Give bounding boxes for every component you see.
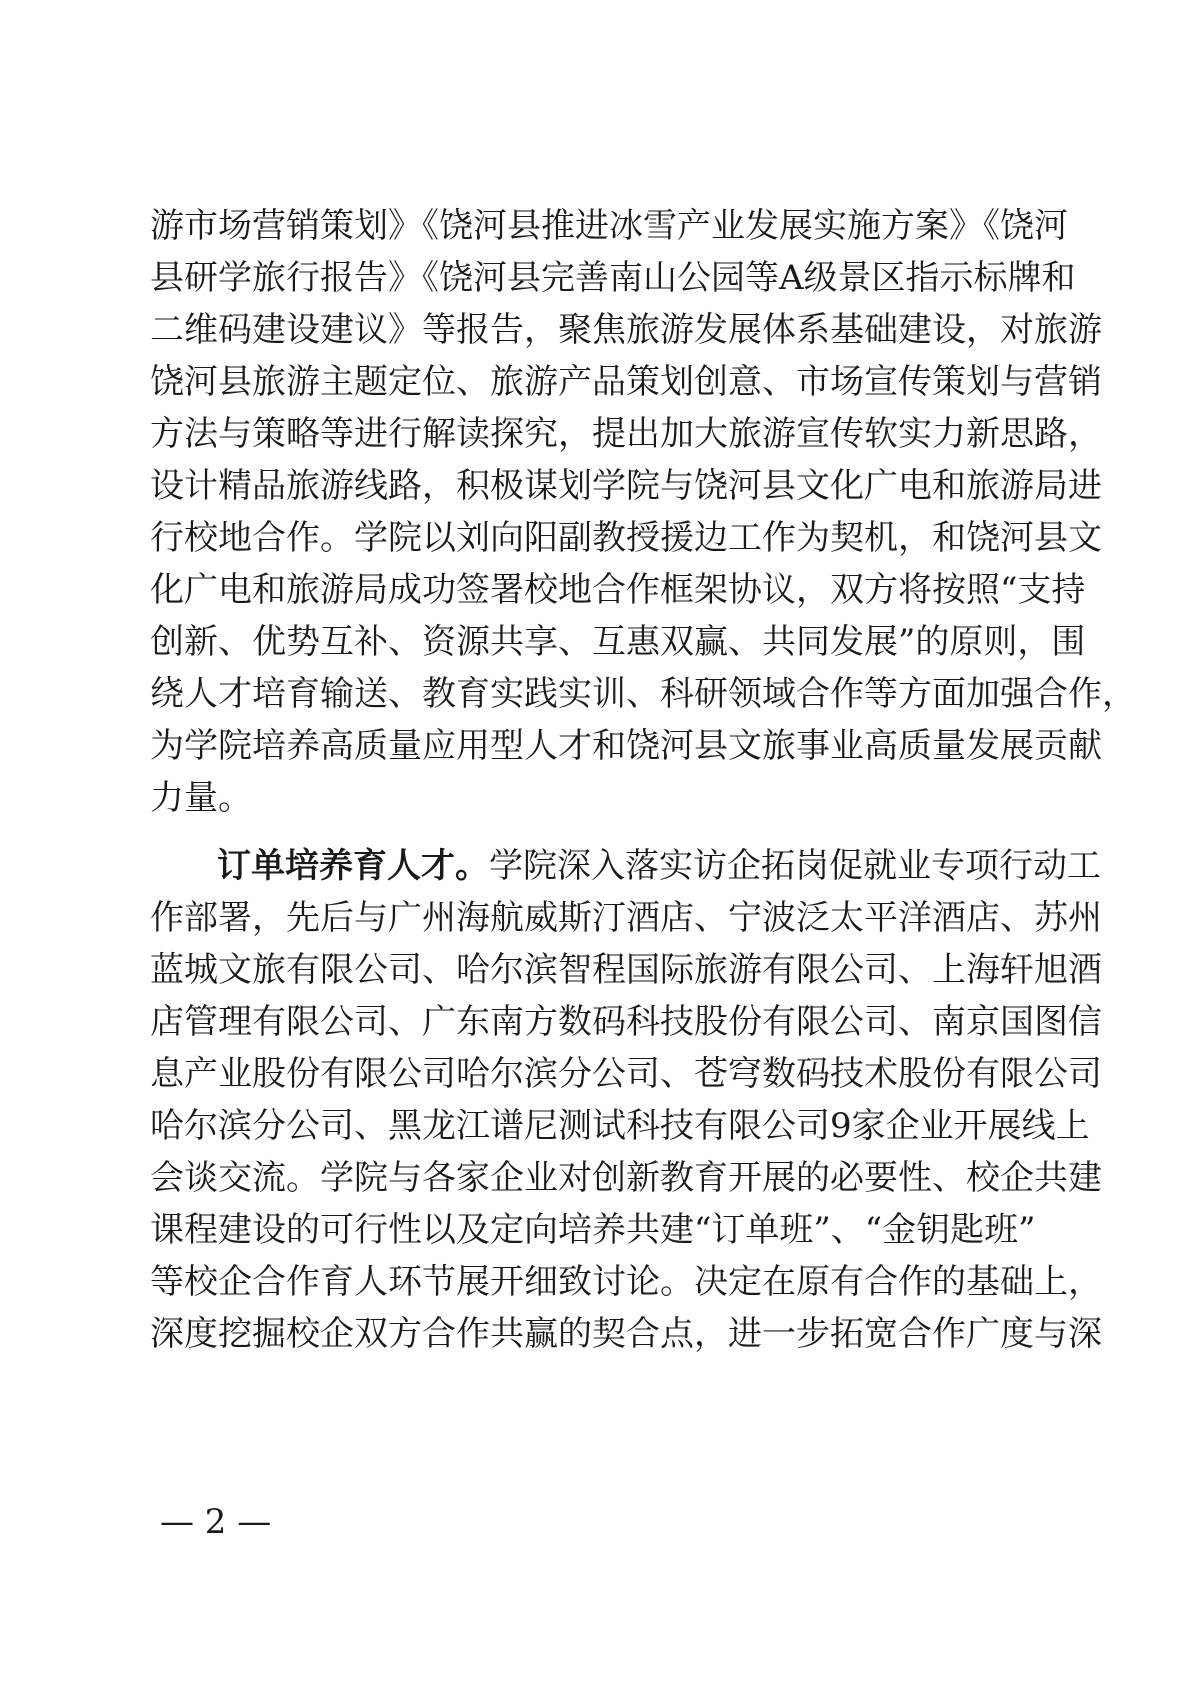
- paragraph-line: 县研学旅行报告》《饶河县完善南山公园等A级景区指示标牌和: [150, 258, 1076, 298]
- paragraph-line: 力量。: [150, 778, 252, 818]
- paragraph-line: 设计精品旅游线路，积极谋划学院与饶河县文化广电和旅游局进: [150, 466, 1102, 506]
- paragraph-line: 游市场营销策划》《饶河县推进冰雪产业发展实施方案》《饶河: [150, 206, 1068, 246]
- paragraph-line: 会谈交流。学院与各家企业对创新教育开展的必要性、校企共建: [150, 1158, 1102, 1198]
- paragraph-line: 等校企合作育人环节展开细致讨论。决定在原有合作的基础上，: [150, 1262, 1102, 1302]
- paragraph-line: 店管理有限公司、广东南方数码科技股份有限公司、南京国图信: [150, 1002, 1102, 1042]
- paragraph-line: 饶河县旅游主题定位、旅游产品策划创意、市场宣传策划与营销: [150, 362, 1102, 402]
- paragraph-first-line-text: 学院深入落实访企拓岗促就业专项行动工: [489, 846, 1101, 886]
- paragraph-first-line: [217, 840, 1101, 892]
- paragraph-line: 行校地合作。学院以刘向阳副教授援边工作为契机，和饶河县文: [150, 518, 1102, 558]
- paragraph-line: 为学院培养高质量应用型人才和饶河县文旅事业高质量发展贡献: [150, 726, 1102, 766]
- paragraph-line: 绕人才培育输送、教育实践实训、科研领域合作等方面加强合作，: [150, 674, 1136, 714]
- paragraph-line: 课程建设的可行性以及定向培养共建“订单班”、“金钥匙班”: [150, 1210, 1036, 1250]
- paragraph-line: 创新、优势互补、资源共享、互惠双赢、共同发展”的原则，围: [150, 622, 1086, 662]
- paragraph-line: 二维码建设建议》等报告，聚焦旅游发展体系基础建设，对旅游: [150, 310, 1102, 350]
- paragraph-line: 深度挖掘校企双方合作共赢的契合点，进一步拓宽合作广度与深: [150, 1314, 1102, 1354]
- paragraph-line: 蓝城文旅有限公司、哈尔滨智程国际旅游有限公司、上海轩旭酒: [150, 950, 1102, 990]
- paragraph-heading: 订单培养育人才。: [217, 846, 489, 886]
- paragraph-line: 哈尔滨分公司、黑龙江谱尼测试科技有限公司9家企业开展线上: [150, 1106, 1090, 1146]
- paragraph-line: 化广电和旅游局成功签署校地合作框架协议，双方将按照“支持: [150, 570, 1086, 610]
- page-number: — 2 —: [160, 1502, 272, 1542]
- paragraph-line: 息产业股份有限公司哈尔滨分公司、苍穹数码技术股份有限公司: [150, 1054, 1102, 1094]
- paragraph-line: 方法与策略等进行解读探究，提出加大旅游宣传软实力新思路，: [150, 414, 1102, 454]
- paragraph-line: 作部署，先后与广州海航威斯汀酒店、宁波泛太平洋酒店、苏州: [150, 898, 1102, 938]
